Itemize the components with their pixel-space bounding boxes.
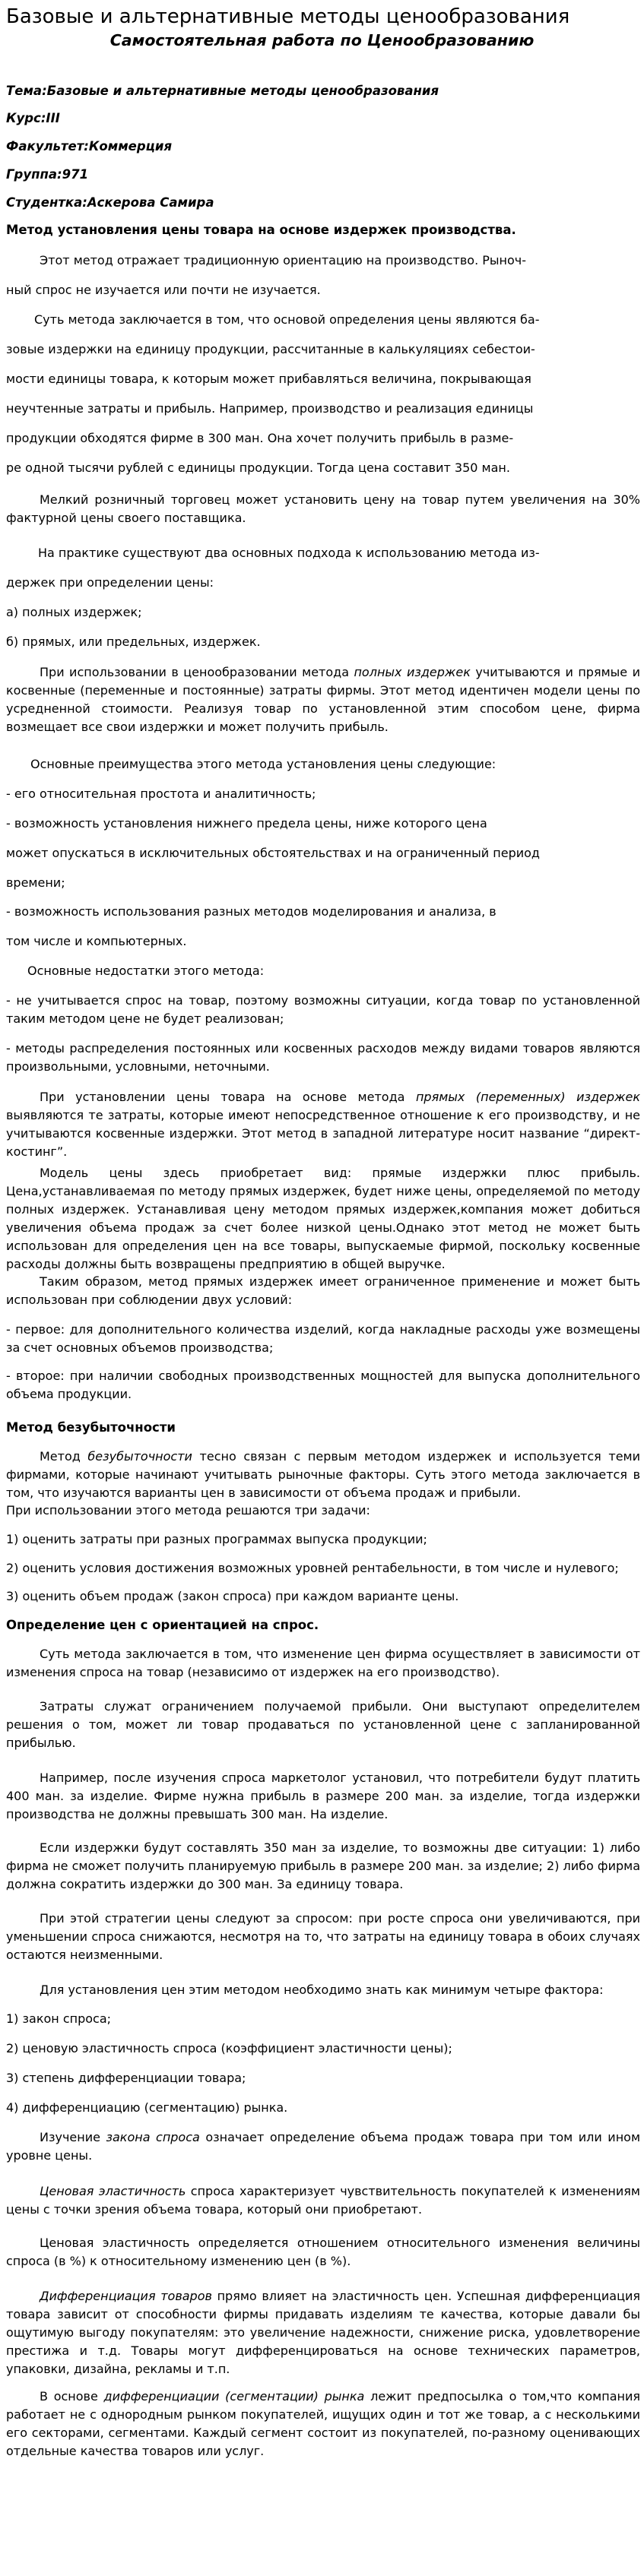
meta-faculty: Факультет:Коммерция	[6, 139, 173, 153]
list-item: может опускаться в исключительных обстоятельствах и на ограниченный период	[6, 846, 540, 860]
meta-topic: Тема:Базовые и альтернативные методы ценообразования	[6, 84, 439, 98]
section-heading-demand: Определение цен с ориентацией на спрос.	[6, 1618, 319, 1632]
list-item: 3) оценить объем продаж (закон спроса) при каждом варианте цены.	[6, 1589, 459, 1603]
paragraph-differentiation: Дифференциация товаров прямо влияет на эластичность цен. Успешная дифференциация товара зависит от способности фирмы придавать изделиям те качества, которые давали бы ощутимую выгоду покупателям: это увеличение надежности, снижение риска, удовлетворение престижа и т.д. Товары могут дифференцироваться на основе технических параметров, упаковки, дизайна, рекламы и т.п.	[6, 2289, 641, 2376]
paragraph-essence: Суть метода заключается в том, что изменение цен фирма осуществляет в зависимости от изменения спроса на товар (независимо от издержек на его производство).	[6, 1647, 640, 1679]
meta-student: Студентка:Аскерова Самира	[6, 195, 214, 210]
paragraph-line: Основные преимущества этого метода установления цены следующие:	[30, 757, 496, 771]
paragraph-breakeven: Метод безубыточности тесно связан с первым методом издержек и используется теми фирмами, которые начинают учитывать рыночные факторы. Суть этого метода заключается в том, что изучаются варианты цен в зависимости от объема продаж и прибыли.	[6, 1449, 641, 1500]
paragraph-elasticity: Ценовая эластичность спроса характеризует чувствительность покупателей к изменениям цены с точки зрения объема товара, который они приобретают.	[6, 2184, 640, 2217]
page-subtitle: Самостоятельная работа по Ценообразованию	[109, 31, 535, 49]
list-item: 2) ценовую эластичность спроса (коэффициент эластичности цены);	[6, 2041, 452, 2055]
paragraph-line: Основные недостатки этого метода:	[27, 964, 265, 978]
paragraph-line: При использовании этого метода решаются три задачи:	[6, 1503, 370, 1517]
paragraph-elasticity-2: Ценовая эластичность определяется отношением относительного изменения величины спроса (в %) к относительному изменению цен (в %).	[6, 2236, 640, 2268]
list-item: а) полных издержек;	[6, 605, 142, 619]
section-heading-costs: Метод установления цены товара на основе издержек производства.	[6, 223, 516, 237]
paragraph-line: мости единицы товара, к которым может прибавляться величина, покрывающая	[6, 372, 531, 386]
paragraph-need: Для установления цен этим методом необходимо знать как минимум четыре фактора:	[40, 1983, 604, 1997]
meta-course: Курс:III	[6, 111, 60, 125]
list-item: 4) дифференциацию (сегментацию) рынка.	[6, 2100, 288, 2115]
paragraph-model: Модель цены здесь приобретает вид: прямые издержки плюс прибыль. Цена,устанавливаемая по методу прямых издержек, будет ниже цены, определяемой по методу полных издержек. Устанавливая цену методом прямых издержек,компания может добиться увеличения объема продаж за счет более низкой цены.Однако этот метод не может быть использован для определения цен на все товары, выпускаемые фирмой, поскольку косвенные расходы должны быть возвращены предприятию в общей выручке.	[6, 1166, 640, 1271]
paragraph-line: ный спрос не изучается или почти не изучается.	[6, 283, 321, 297]
list-item: - первое: для дополнительного количества изделий, когда накладные расходы уже возмещены за счет основных объемов производства;	[6, 1322, 640, 1355]
paragraph-thus: Таким образом, метод прямых издержек имеет ограниченное применение и может быть использован при соблюдении двух условий:	[6, 1274, 640, 1307]
list-item: 2) оценить условия достижения возможных уровней рентабельности, в том числе и нулевого;	[6, 1561, 619, 1575]
paragraph-segmentation: В основе дифференциации (сегментации) рынка лежит предпосылка о том,что компания работает не с однородным рынком покупателей, ищущих один и тот же товар, а с несколькими его секторами, сегментами. Каждый сегмент состоит из покупателей, по-разному оценивающих отдельные качества товаров или услуг.	[6, 2389, 641, 2458]
list-item: 1) закон спроса;	[6, 2011, 112, 2026]
list-item: б) прямых, или предельных, издержек.	[6, 635, 261, 649]
list-item: - возможность установления нижнего предела цены, ниже которого цена	[6, 816, 487, 831]
list-item: 1) оценить затраты при разных программах выпуска продукции;	[6, 1532, 427, 1546]
paragraph-if: Если издержки будут составлять 350 ман за изделие, то возможны две ситуации: 1) либо фирма не сможет получить планируемую прибыль в размере 200 ман. за изделие; 2) либо фирма должна сократить издержки до 300 ман. За единицу товара.	[6, 1840, 640, 1891]
meta-group: Группа:971	[6, 167, 89, 182]
paragraph-full-costs: При использовании в ценообразовании метода полных издержек учитываются и прямые и косвенные (переменные и постоянные) затраты фирмы. Этот метод идентичен модели цены по усредненной стоимости. Реализуя товар по установленной этим способом цене, фирма возмещает все свои издержки и может получить прибыль.	[6, 665, 640, 734]
paragraph-line: Суть метода заключается в том, что основой определения цены являются ба-	[34, 312, 540, 327]
paragraph-line: продукции обходятся фирме в 300 ман. Она хочет получить прибыль в разме-	[6, 431, 514, 445]
paragraph-direct-costs: При установлении цены товара на основе метода прямых (переменных) издержек выявляются те затраты, которые имеют непосредственное отношение к его производству, и не учитываются косвенные издержки. Этот метод в западной литературе носит название “директ-костинг”.	[6, 1090, 641, 1159]
list-item: 3) степень дифференциации товара;	[6, 2071, 246, 2085]
paragraph-line: ре одной тысячи рублей с единицы продукции. Тогда цена составит 350 ман.	[6, 460, 510, 475]
paragraph-line: зовые издержки на единицу продукции, рассчитанные в калькуляциях себестои-	[6, 342, 535, 356]
paragraph-costs-limit: Затраты служат ограничением получаемой прибыли. Они выступают определителем решения о том, может ли товар продаваться по установленной цене с запланированной прибылью.	[6, 1699, 640, 1750]
list-item: - методы распределения постоянных или косвенных расходов между видами товаров являются произвольными, условными, неточными.	[6, 1041, 640, 1074]
list-item: - второе: при наличии свободных производственных мощностей для выпуска дополнительного объема продукции.	[6, 1369, 640, 1401]
list-item: том числе и компьютерных.	[6, 934, 187, 948]
paragraph-study: Изучение закона спроса означает определение объема продаж товара при том или ином уровне цены.	[6, 2130, 641, 2163]
list-item: времени;	[6, 875, 65, 890]
list-item: - не учитывается спрос на товар, поэтому возможны ситуации, когда товар по установленной таким методом цене не будет реализован;	[6, 993, 640, 1026]
paragraph-line: Этот метод отражает традиционную ориентацию на производство. Рыноч-	[40, 253, 526, 267]
paragraph-line: На практике существуют два основных подхода к использованию метода из-	[38, 546, 540, 560]
list-item: - возможность использования разных методов моделирования и анализа, в	[6, 904, 496, 919]
paragraph-retail: Мелкий розничный торговец может установить цену на товар путем увеличения на 30% фактурной цены своего поставщика.	[6, 492, 640, 525]
page-title: Базовые и альтернативные методы ценообразования	[6, 5, 570, 28]
section-heading-breakeven: Метод безубыточности	[6, 1420, 176, 1435]
paragraph-line: держек при определении цены:	[6, 575, 214, 590]
paragraph-example: Например, после изучения спроса маркетолог установил, что потребители будут платить 400 ман. за изделие. Фирме нужна прибыль в размере 200 ман. за изделие, тогда издержки производства не должны превышать 300 ман. На изделие.	[6, 1771, 640, 1821]
paragraph-line: неучтенные затраты и прибыль. Например, производство и реализация единицы	[6, 401, 534, 416]
list-item: - его относительная простота и аналитичность;	[6, 786, 316, 801]
paragraph-strategy: При этой стратегии цены следуют за спросом: при росте спроса они увеличиваются, при уменьшении спроса снижаются, несмотря на то, что затраты на единицу товара в обоих случаях остаются неизменными.	[6, 1911, 640, 1962]
